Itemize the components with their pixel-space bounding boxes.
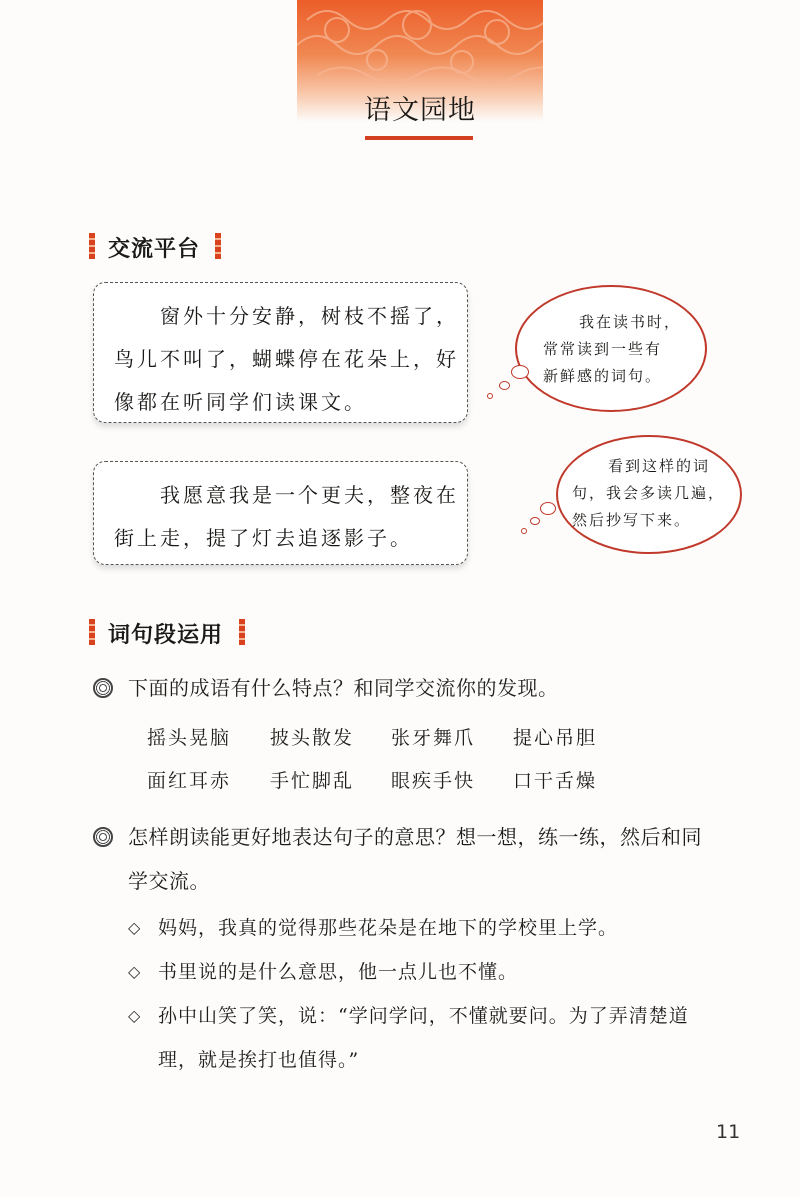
cloud1-line: 我在读书时， bbox=[579, 313, 682, 331]
thought-bubble bbox=[521, 528, 527, 534]
cloud2-line: 句，我会多读几遍， bbox=[572, 484, 726, 502]
idiom: 提心吊胆 bbox=[513, 727, 598, 749]
sentence-3-line: 理，就是挨打也值得。” bbox=[158, 1049, 360, 1071]
idiom: 面红耳赤 bbox=[147, 770, 232, 792]
thought-bubble bbox=[487, 393, 493, 399]
page-number: 11 bbox=[716, 1121, 741, 1143]
thought-cloud-1 bbox=[515, 285, 707, 412]
idiom: 口干舌燥 bbox=[513, 770, 598, 792]
thought-bubble bbox=[530, 517, 540, 525]
question-2-line: 怎样朗读能更好地表达句子的意思？想一想，练一练，然后和同 bbox=[128, 825, 702, 849]
bullet-diamond-icon: ◇ bbox=[128, 918, 141, 937]
sentence-box-1 bbox=[93, 282, 468, 423]
heading-marker-right bbox=[239, 619, 245, 645]
title-underline bbox=[365, 136, 473, 140]
question-2 bbox=[128, 815, 768, 903]
bullet-diamond-icon: ◇ bbox=[128, 962, 141, 981]
thought-bubble bbox=[499, 381, 510, 390]
cloud1-line: 常常读到一些有 bbox=[543, 340, 663, 358]
box1-line: 鸟儿不叫了，蝴蝶停在花朵上，好 bbox=[114, 347, 459, 371]
idiom: 摇头晃脑 bbox=[147, 727, 232, 749]
heading-marker-right bbox=[215, 233, 221, 259]
question-1: 下面的成语有什么特点？和同学交流你的发现。 bbox=[128, 676, 559, 700]
idiom: 披头散发 bbox=[270, 727, 355, 749]
sentence-3 bbox=[158, 994, 758, 1082]
exercise-icon bbox=[93, 678, 113, 698]
idiom: 张牙舞爪 bbox=[391, 727, 476, 749]
box2-line: 我愿意我是一个更夫，整夜在 bbox=[114, 483, 459, 507]
box1-line: 像都在听同学们读课文。 bbox=[114, 390, 367, 414]
exercise-icon bbox=[93, 827, 113, 847]
thought-bubble bbox=[511, 365, 529, 379]
box1-line: 窗外十分安静，树枝不摇了， bbox=[114, 304, 459, 328]
thought-cloud-2 bbox=[556, 435, 742, 554]
box2-line: 街上走，提了灯去追逐影子。 bbox=[114, 526, 413, 550]
cloud2-line: 然后抄写下来。 bbox=[572, 511, 692, 529]
thought-bubble bbox=[540, 502, 556, 515]
bullet-diamond-icon: ◇ bbox=[128, 1006, 141, 1025]
heading-marker-left bbox=[89, 619, 95, 645]
heading-marker-left bbox=[89, 233, 95, 259]
page-title: 语文园地 bbox=[364, 95, 476, 126]
cloud1-line: 新鲜感的词句。 bbox=[543, 367, 663, 385]
question-2-line: 学交流。 bbox=[128, 869, 210, 893]
section-heading-usage: 词句段运用 bbox=[108, 623, 224, 648]
idiom: 眼疾手快 bbox=[391, 770, 476, 792]
sentence-2: 书里说的是什么意思，他一点儿也不懂。 bbox=[158, 961, 519, 983]
sentence-1: 妈妈，我真的觉得那些花朵是在地下的学校里上学。 bbox=[158, 917, 619, 939]
cloud2-line: 看到这样的词 bbox=[608, 457, 711, 475]
idiom: 手忙脚乱 bbox=[270, 770, 355, 792]
sentence-box-2 bbox=[93, 461, 468, 565]
section-heading-exchange: 交流平台 bbox=[108, 237, 201, 262]
sentence-3-line: 孙中山笑了笑，说：“学问学问，不懂就要问。为了弄清楚道 bbox=[158, 1005, 689, 1027]
